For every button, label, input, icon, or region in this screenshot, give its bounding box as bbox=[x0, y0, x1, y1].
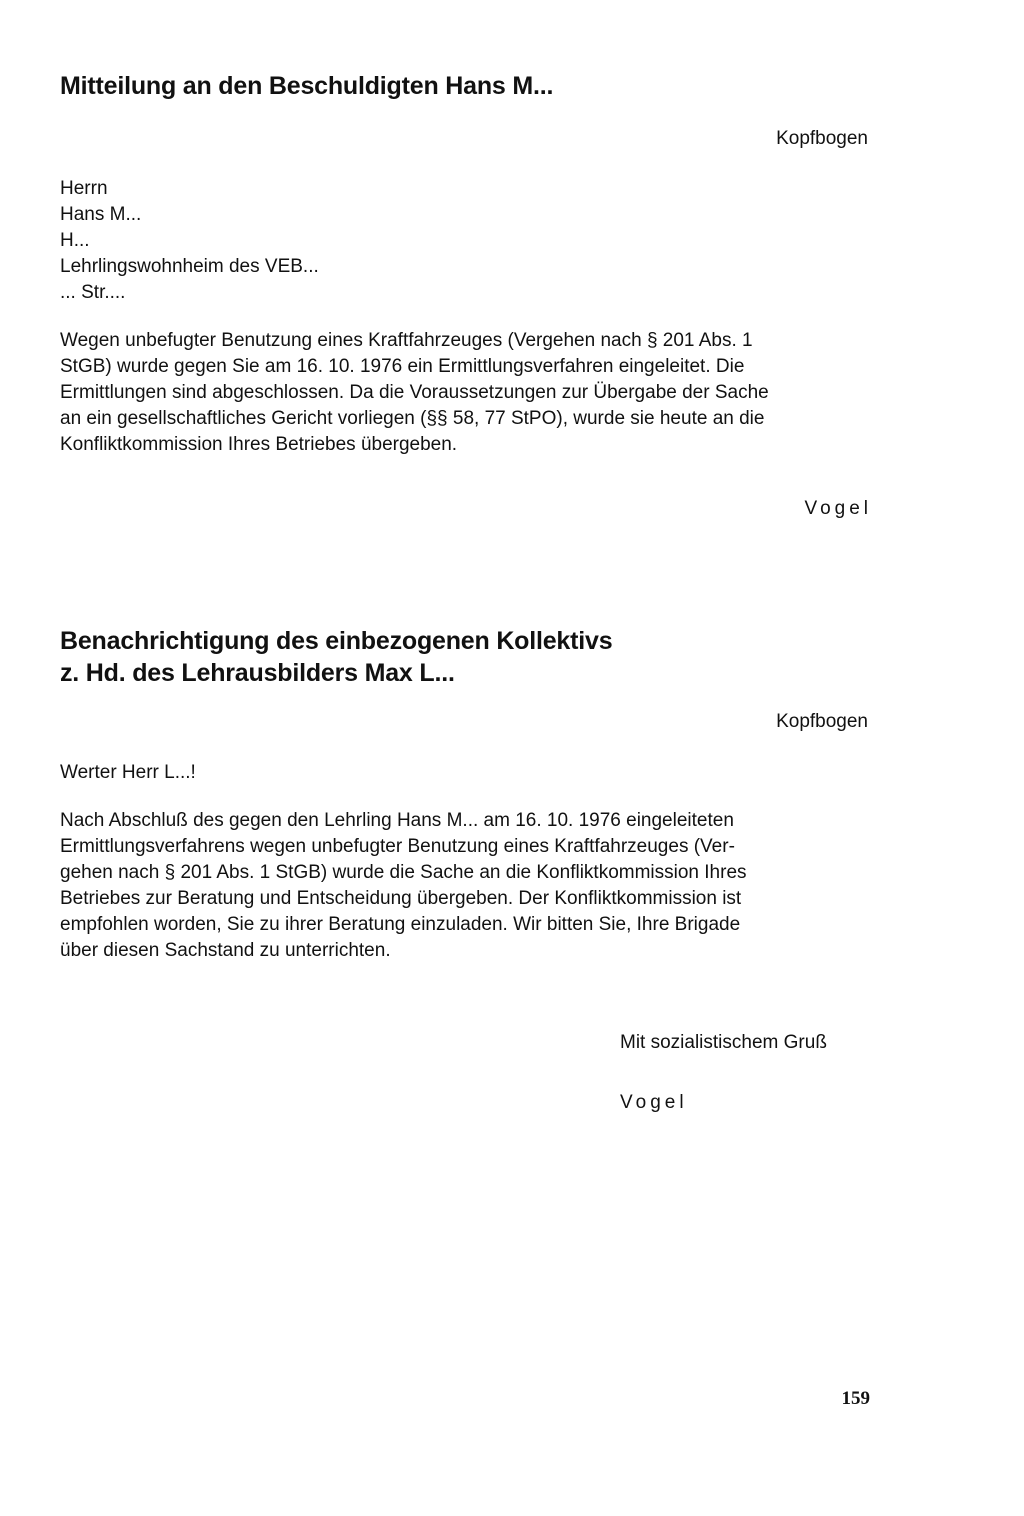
letter2-signature: Vogel bbox=[620, 1092, 688, 1113]
address-line: H... bbox=[60, 230, 90, 251]
page-number: 159 bbox=[841, 1388, 870, 1409]
letter1-signature: Vogel bbox=[804, 498, 872, 519]
letter2-closing: Mit sozialistischem Gruß bbox=[620, 1032, 827, 1053]
letter1-body bbox=[60, 328, 868, 458]
letter2-salutation: Werter Herr L...! bbox=[60, 762, 196, 783]
letter1-address-block bbox=[60, 176, 319, 306]
body-line: Betriebes zur Beratung und Entscheidung übergeben. Der Konfliktkommission ist bbox=[60, 888, 742, 909]
body-line: Wegen unbefugter Benutzung eines Kraftfahrzeuges (Vergehen nach § 201 Abs. 1 bbox=[60, 330, 753, 351]
body-line: Ermittlungen sind abgeschlossen. Da die Voraussetzungen zur Übergabe der Sache bbox=[60, 382, 769, 403]
address-line: Hans M... bbox=[60, 204, 142, 225]
body-line: über diesen Sachstand zu unterrichten. bbox=[60, 940, 391, 961]
letter1-title: Mitteilung an den Beschuldigten Hans M... bbox=[60, 72, 554, 100]
letter2-title-line2: z. Hd. des Lehrausbilders Max L... bbox=[60, 659, 455, 687]
letter2-body bbox=[60, 808, 868, 964]
address-line: ... Str.... bbox=[60, 282, 126, 303]
body-line: Ermittlungsverfahrens wegen unbefugter Benutzung eines Kraftfahrzeuges (Ver- bbox=[60, 836, 735, 857]
address-line: Herrn bbox=[60, 178, 108, 199]
body-line: gehen nach § 201 Abs. 1 StGB) wurde die Sache an die Konfliktkommission Ihres bbox=[60, 862, 747, 883]
letter2-letterhead: Kopfbogen bbox=[776, 711, 868, 732]
body-line: StGB) wurde gegen Sie am 16. 10. 1976 ein Ermittlungsverfahren eingeleitet. Die bbox=[60, 356, 745, 377]
address-line: Lehrlingswohnheim des VEB... bbox=[60, 256, 319, 277]
body-line: empfohlen worden, Sie zu ihrer Beratung einzuladen. Wir bitten Sie, Ihre Brigade bbox=[60, 914, 741, 935]
body-line: Konfliktkommission Ihres Betriebes übergeben. bbox=[60, 434, 458, 455]
letter2-title-line1: Benachrichtigung des einbezogenen Kollektivs bbox=[60, 627, 613, 655]
body-line: an ein gesellschaftliches Gericht vorliegen (§§ 58, 77 StPO), wurde sie heute an die bbox=[60, 408, 765, 429]
letter1-letterhead: Kopfbogen bbox=[776, 128, 868, 149]
letter2-title bbox=[60, 625, 612, 689]
body-line: Nach Abschluß des gegen den Lehrling Hans M... am 16. 10. 1976 eingeleiteten bbox=[60, 810, 734, 831]
